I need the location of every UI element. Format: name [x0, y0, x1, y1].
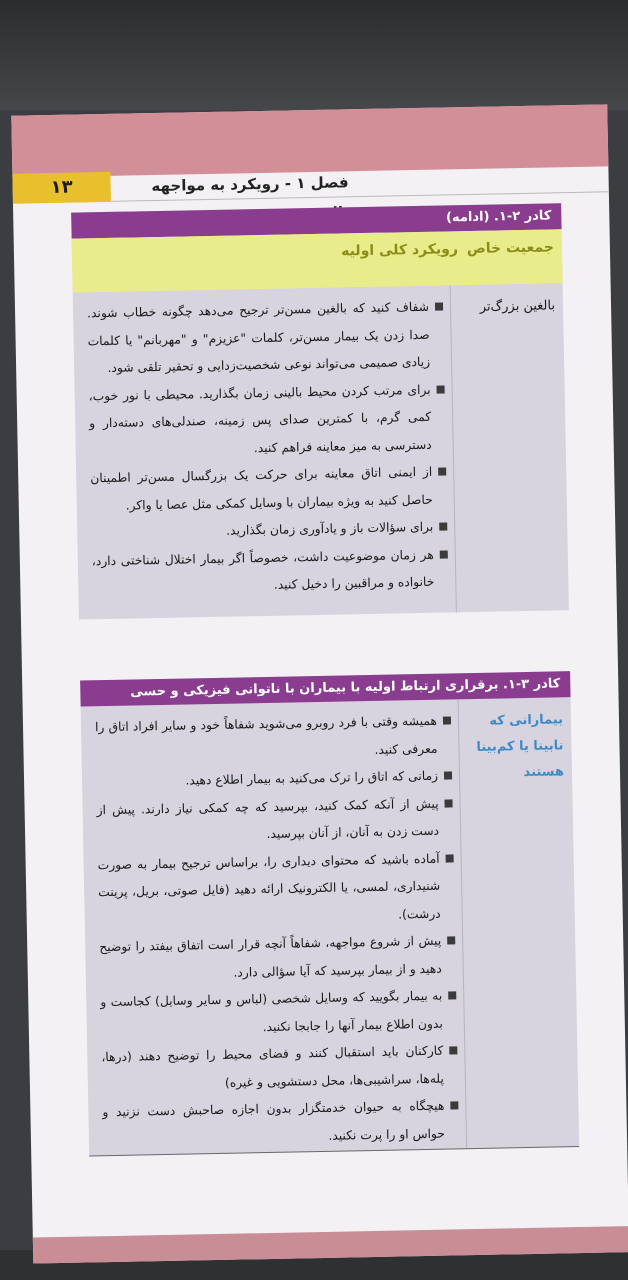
background-top — [0, 0, 628, 110]
table-row — [81, 697, 580, 1156]
list-item: از ایمنی اتاق معاینه برای حرکت یک بزرگسال مسن‌تر اطمینان حاصل کنید به ویژه بیماران با وسایل کمکی مثل عصا یا واکر. — [90, 458, 447, 520]
list-item: آماده باشید که محتوای دیداری را، براساس ترجیح بیمار به صورت شنیداری، لمسی، یا الکترونیک ارائه دهید (فایل صوتی، بریل، پرینت درشت). — [97, 845, 455, 934]
list-item: برای سؤالات باز و یادآوری زمان بگذارید. — [91, 513, 447, 547]
population-label: بیمارانی که نابینا یا کم‌بینا هستند — [476, 712, 565, 781]
box-2-1-continued — [71, 203, 569, 619]
column-header-approach: رویکرد کلی اولیه — [341, 241, 459, 260]
book-page — [11, 104, 628, 1263]
list-item: زمانی که اتاق را ترک می‌کنید به بیمار اطلاع دهید. — [96, 762, 452, 796]
list-item: به بیمار بگویید که وسایل شخصی (لباس و سایر وسایل) کجاست و بدون اطلاع بیمار آنها را جابجا نکنید. — [100, 982, 457, 1044]
population-label: بالغین بزرگ‌تر — [479, 298, 556, 315]
list-item: پیش از آنکه کمک کنید، بپرسید که چه کمکی نیاز دارند. پیش از دست زدن به آنان، از آنان بپرسید. — [96, 790, 453, 852]
column-header-population: جمعیت خاص — [466, 239, 555, 258]
list-item: هر زمان موضوعیت داشت، خصوصاً اگر بیمار اختلال شناختی دارد، خانواده و مراقبین را دخیل کنید. — [92, 541, 449, 603]
column-divider — [450, 285, 457, 612]
list-item: شفاف کنید که بالغین مسن‌تر ترجیح می‌دهد چگونه خطاب شوند. صدا زدن یک بیمار مسن‌تر، کلمات "عزیزم" و "مهربانم" یا کلمات زیادی صمیمی می‌تواند نوعی شخصیت‌زدایی و تحقیر تلقی شود. — [87, 294, 445, 383]
box-title: کادر ۲-۱. (ادامه) — [71, 203, 561, 238]
list-item: پیش از شروع مواجهه، شفاهاً آنچه قرار است اتفاق بیفتد را توضیح دهید و از بیمار بپرسید که آیا سؤالی دارد. — [99, 927, 456, 989]
table-header-row — [72, 229, 563, 292]
approach-list — [95, 707, 459, 1154]
box-3-1 — [80, 671, 579, 1156]
list-item: هیچگاه به حیوان خدمتگزار بدون اجازه صاحبش دست نزنید و حواس او را پرت نکنید. — [102, 1092, 459, 1154]
page-number: ۱۳ — [12, 172, 111, 204]
list-item: کارکنان باید استقبال کنند و فضای محیط را توضیح دهند (درها، پله‌ها، سراشیبی‌ها، محل دستشویی و غیره) — [101, 1037, 458, 1099]
chapter-title: فصل ۱ - رویکرد به مواجهه — [151, 173, 349, 196]
list-item: همیشه وقتی با فرد روبرو می‌شوید شفاهاً خود و سایر افراد اتاق را معرفی کنید. — [95, 707, 452, 769]
list-item: برای مرتب کردن محیط بالینی زمان بگذارید. محیطی با نور خوب، کمی گرم، با کمترین صدای پس زمینه، صندلی‌های دسته‌دار و دسترسی به میز معاینه فراهم کنید. — [88, 376, 446, 465]
box-title: کادر ۳-۱. برقراری ارتباط اولیه با بیماران با ناتوانی فیزیکی و حسی — [80, 671, 570, 706]
table-row — [73, 283, 569, 619]
approach-list — [87, 294, 449, 603]
